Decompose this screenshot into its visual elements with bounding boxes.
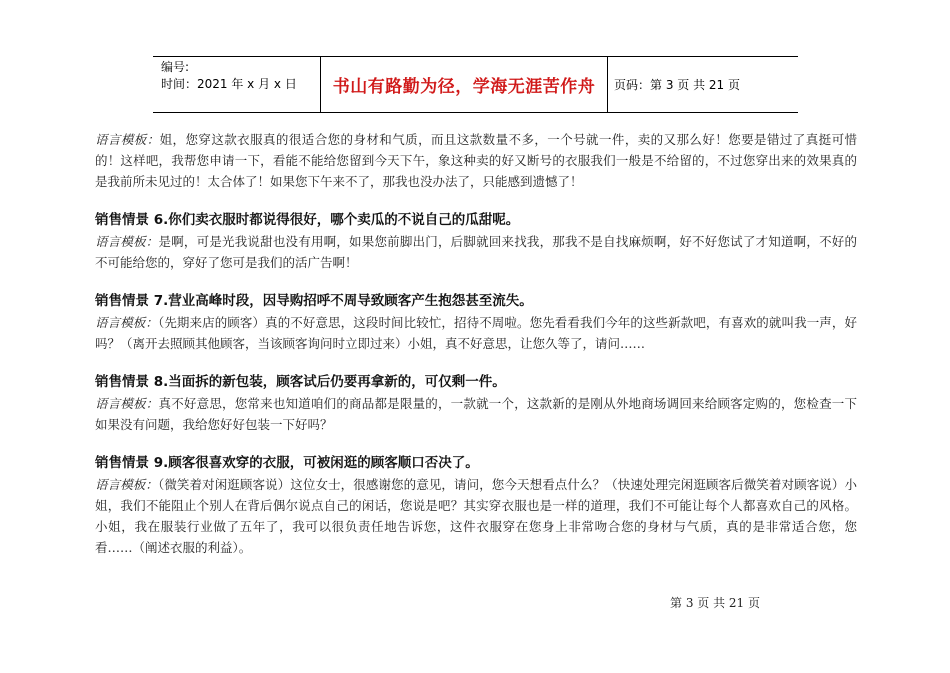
section-heading (95, 453, 857, 474)
section-tag: 销售情景 8. (95, 374, 169, 390)
section-heading (95, 372, 857, 393)
template-text: 姐，您穿这款衣服真的很适合您的身材和气质，而且这款数量不多，一个号就一件，卖的又那么好！您要是错过了真挺可惜的！这样吧，我帮您申请一下，看能不能给您留到今天下午，象这种卖的好又断号的衣服我们一般是不给留的，不过您穿出来的效果真的是我前所未见过的！太合体了！如果您下午来不了，那我也没办法了，只能感到遗憾了！ (95, 132, 857, 189)
intro-paragraph (95, 129, 857, 192)
template-text: （先期来店的顾客）真的不好意思，这段时间比较忙，招待不周啦。您先看看我们今年的这些新款吧，有喜欢的就叫我一声，好吗？（离开去照顾其他顾客，当该顾客询问时立即过来）小姐，真不好意思，让您久等了，请问…… (95, 315, 857, 351)
section-8 (95, 372, 857, 435)
section-title: 当面拆的新包装，顾客试后仍要再拿新的，可仅剩一件。 (168, 374, 506, 390)
number-label: 编号: (161, 60, 190, 74)
template-text: （微笑着对闲逛顾客说）这位女士，很感谢您的意见，请问，您今天想看点什么？（快速处理完闲逛顾客后微笑着对顾客说）小姐，我们不能阻止个别人在背后偶尔说点自己的闲话，您说是吧？其实穿衣服也是一样的道理，我们不可能让每个人都喜欢自己的风格。小姐，我在服装行业做了五年了，我可以很负责任地告诉您，这件衣服穿在您身上非常吻合您的身材与气质，真的是非常适合您，您看……（阐述衣服的利益）。 (95, 477, 857, 555)
section-title: 顾客很喜欢穿的衣服，可被闲逛的顾客顺口否决了。 (168, 455, 479, 471)
template-lead: 语言模板： (95, 234, 159, 249)
section-heading (95, 210, 857, 231)
template-lead: 语言模板： (95, 396, 159, 411)
template-lead: 语言模板： (95, 315, 158, 330)
header-left-cell (153, 57, 320, 112)
section-title: 你们卖衣服时都说得很好，哪个卖瓜的不说自己的瓜甜呢。 (168, 212, 520, 228)
template-lead: 语言模板： (95, 477, 158, 492)
section-tag: 销售情景 6. (95, 212, 169, 228)
template-lead: 语言模板： (95, 132, 160, 147)
section-title: 营业高峰时段，因导购招呼不周导致顾客产生抱怨甚至流失。 (168, 293, 533, 309)
section-heading (95, 291, 857, 312)
section-tag: 销售情景 9. (95, 455, 169, 471)
section-6 (95, 210, 857, 273)
page-label: 页码：第 3 页 共 21 页 (614, 78, 740, 92)
section-9 (95, 453, 857, 558)
page-footer: 第 3 页 共 21 页 (670, 596, 760, 610)
template-text: 真不好意思，您常来也知道咱们的商品都是限量的，一款就一个，这款新的是刚从外地商场调回来给顾客定购的，您检查一下如果没有问题，我给您好好包装一下好吗？ (95, 396, 857, 432)
section-tag: 销售情景 7. (95, 293, 169, 309)
template-text: 是啊，可是光我说甜也没有用啊，如果您前脚出门，后脚就回来找我，那我不是自找麻烦啊，好不好您试了才知道啊，不好的不可能给您的，穿好了您可是我们的活广告啊！ (95, 234, 857, 270)
motto: 书山有路勤为径，学海无涯苦作舟 (320, 57, 608, 112)
header-table (153, 56, 798, 113)
section-7 (95, 291, 857, 354)
time-label: 时间：2021 年 x 月 x 日 (161, 77, 297, 91)
document-body (95, 129, 857, 576)
